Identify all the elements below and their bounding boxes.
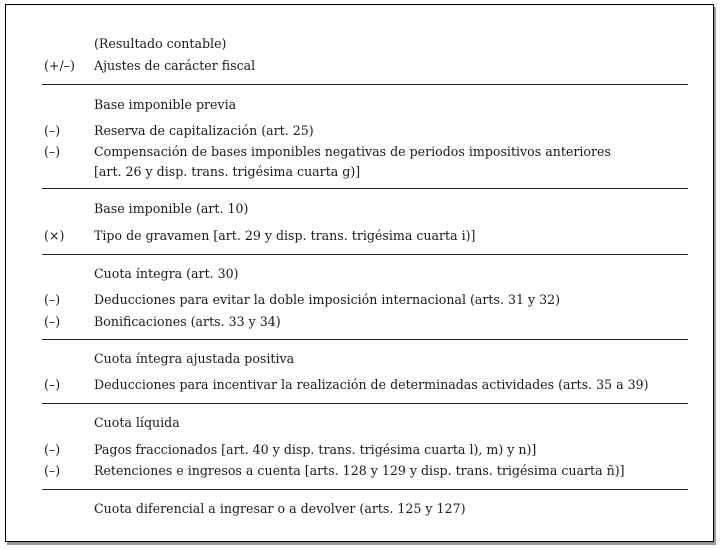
line-text: Cuota líquida xyxy=(94,415,180,430)
line-text: Cuota íntegra ajustada positiva xyxy=(94,351,295,366)
line-text: Deducciones para evitar la doble imposición internacional (arts. 31 y 32) xyxy=(94,292,561,307)
line-operator: (–) xyxy=(44,292,61,307)
line-operator: (–) xyxy=(44,314,61,329)
line-text: Ajustes de carácter fiscal xyxy=(94,58,256,73)
line-operator: (+/–) xyxy=(44,58,75,73)
line-operator: (–) xyxy=(44,144,61,159)
section-divider xyxy=(42,489,688,490)
line-text: Compensación de bases imponibles negativas de periodos impositivos anteriores xyxy=(94,144,611,159)
section-divider xyxy=(42,403,688,404)
line-text: Retenciones e ingresos a cuenta [arts. 128 y 129 y disp. trans. trigésima cuarta ñ)] xyxy=(94,463,625,478)
section-divider xyxy=(42,84,688,85)
tax-calculation-table xyxy=(5,4,714,542)
line-text: Pagos fraccionados [art. 40 y disp. trans. trigésima cuarta l), m) y n)] xyxy=(94,442,537,457)
line-text: Deducciones para incentivar la realización de determinadas actividades (arts. 35 a 39) xyxy=(94,377,649,392)
line-text: [art. 26 y disp. trans. trigésima cuarta g)] xyxy=(94,164,361,179)
line-operator: (–) xyxy=(44,442,61,457)
line-operator: (–) xyxy=(44,377,61,392)
line-text: Cuota diferencial a ingresar o a devolver (arts. 125 y 127) xyxy=(94,501,466,516)
line-text: Base imponible (art. 10) xyxy=(94,201,249,216)
section-divider xyxy=(42,339,688,340)
section-divider xyxy=(42,254,688,255)
line-operator: (–) xyxy=(44,123,61,138)
line-text: Cuota íntegra (art. 30) xyxy=(94,266,239,281)
line-text: Base imponible previa xyxy=(94,97,237,112)
line-text: Reserva de capitalización (art. 25) xyxy=(94,123,314,138)
section-divider xyxy=(42,188,688,189)
line-operator: (–) xyxy=(44,463,61,478)
line-text: Bonificaciones (arts. 33 y 34) xyxy=(94,314,281,329)
line-operator: (×) xyxy=(44,228,65,243)
line-text: (Resultado contable) xyxy=(94,36,227,51)
line-text: Tipo de gravamen [art. 29 y disp. trans. trigésima cuarta i)] xyxy=(94,228,476,243)
